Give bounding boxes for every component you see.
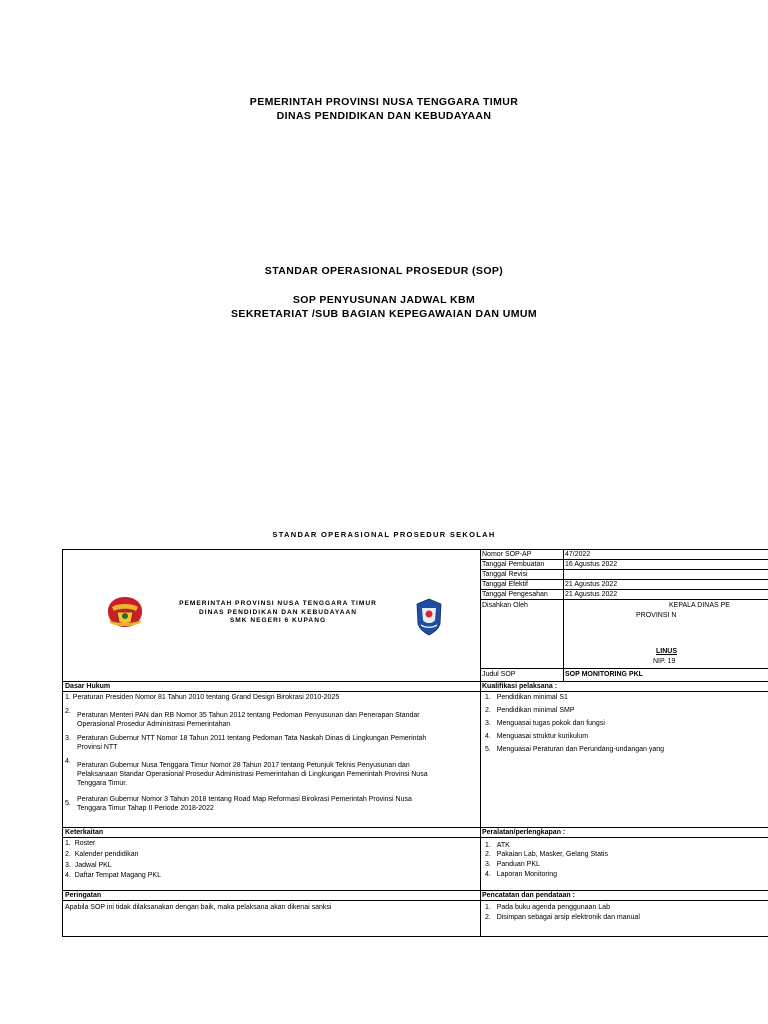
meta-efektif-value: 21 Agustus 2022 <box>565 581 618 588</box>
sop-subtitle: SOP PENYUSUNAN JADWAL KBM <box>292 294 476 306</box>
kualifikasi-item-2: 2. Pendidikan minimal SMP <box>485 707 575 714</box>
header-line-1: PEMERINTAH PROVINSI NUSA TENGGARA TIMUR <box>249 96 519 108</box>
sop-department: SEKRETARIAT /SUB BAGIAN KEPEGAWAIAN DAN UMUM <box>231 308 537 320</box>
meta-row-line <box>480 599 768 600</box>
kualifikasi-item-3: 3. Menguasai tugas pokok dan fungsi <box>485 720 605 727</box>
meta-nomor-label: Nomor SOP-AP <box>482 551 532 558</box>
peralatan-item-4: 4. Laporan Monitoring <box>485 871 558 878</box>
keterkaitan-item-2: 2. Kalender pendidikan <box>65 851 139 858</box>
org-block <box>158 600 398 626</box>
kualifikasi-item-4: 4. Menguasai struktur kurikulum <box>485 733 589 740</box>
meta-disahkan-line-1: KEPALA DINAS PE <box>669 602 730 609</box>
keterkaitan-heading: Keterkaitan <box>65 829 104 836</box>
peralatan-item-3: 3. Panduan PKL <box>485 861 540 868</box>
ntt-province-logo <box>106 595 144 629</box>
peringatan-heading: Peringatan <box>65 892 102 899</box>
org-line-3: SMK NEGERI 6 KUPANG <box>229 617 327 624</box>
meta-pembuatan-label: Tanggal Pembuatan <box>482 561 545 568</box>
section-line <box>62 890 768 891</box>
table-caption: STANDAR OPERASIONAL PROSEDUR SEKOLAH <box>272 530 496 539</box>
keterkaitan-item-1: 1. Roster <box>65 840 96 847</box>
meta-judul-value: SOP MONITORING PKL <box>565 671 643 678</box>
kualifikasi-item-1: 1. Pendidikan minimal S1 <box>485 694 568 701</box>
sop-title: STANDAR OPERASIONAL PROSEDUR (SOP) <box>264 265 504 277</box>
meta-nomor-value: 47/2022 <box>565 551 591 558</box>
meta-judul-label: Judul SOP <box>482 671 516 678</box>
peralatan-item-1: 1. ATK <box>485 842 510 849</box>
column-divider <box>480 549 481 937</box>
meta-pengesahan-value: 21 Agustus 2022 <box>565 591 618 598</box>
section-line <box>62 900 768 901</box>
dasar-hukum-heading: Dasar Hukum <box>65 683 111 690</box>
keterkaitan-item-3: 3. Jadwal PKL <box>65 862 112 869</box>
dasar-hukum-item-1: 1. Peraturan Presiden Nomor 81 Tahun 2010 tentang Grand Design Birokrasi 2010-2025 <box>65 694 340 701</box>
meta-efektif-label: Tanggal Efektif <box>482 581 528 588</box>
meta-row-line <box>480 668 768 669</box>
section-line <box>62 837 768 838</box>
kualifikasi-item-5: 5. Menguasai Peraturan dan Perundang-undangan yang <box>485 746 665 753</box>
peralatan-item-2: 2. Pakaian Lab, Masker, Gelang Statis <box>485 851 608 858</box>
org-line-2: DINAS PENDIDIKAN DAN KEBUDAYAAN <box>198 608 357 616</box>
peringatan-text: Apabila SOP ini tidak dilaksanakan dengan baik, maka pelaksana akan dikenai sanksi <box>65 904 332 911</box>
header-line-2: DINAS PENDIDIKAN DAN KEBUDAYAAN <box>276 110 492 122</box>
kualifikasi-heading: Kualifikasi pelaksana : <box>482 683 558 690</box>
meta-pembuatan-value: 16 Agustus 2022 <box>565 561 618 568</box>
pencatatan-item-2: 2. Disimpan sebagai arsip elektronik dan manual <box>485 914 640 921</box>
meta-pengesahan-label: Tanggal Pengesahan <box>482 591 548 598</box>
org-line-1: PEMERINTAH PROVINSI NUSA TENGGARA TIMUR <box>179 600 377 607</box>
meta-disahkan-line-2: PROVINSI N <box>636 612 677 619</box>
keterkaitan-item-4: 4. Daftar Tempat Magang PKL <box>65 872 161 879</box>
signer-nip: NIP. 19 <box>653 658 676 665</box>
section-line <box>62 691 768 692</box>
pencatatan-heading: Pencatatan dan pendataan : <box>482 892 575 899</box>
pencatatan-item-1: 1. Pada buku agenda penggunaan Lab <box>485 904 610 911</box>
peralatan-heading: Peralatan/perlengkapan : <box>482 829 566 836</box>
meta-revisi-label: Tanggal Revisi <box>482 571 528 578</box>
school-logo <box>416 598 442 636</box>
meta-disahkan-label: Disahkan Oleh <box>482 602 528 609</box>
signer-name: LINUS <box>656 648 677 655</box>
section-line <box>62 827 768 828</box>
section-line <box>62 681 768 682</box>
